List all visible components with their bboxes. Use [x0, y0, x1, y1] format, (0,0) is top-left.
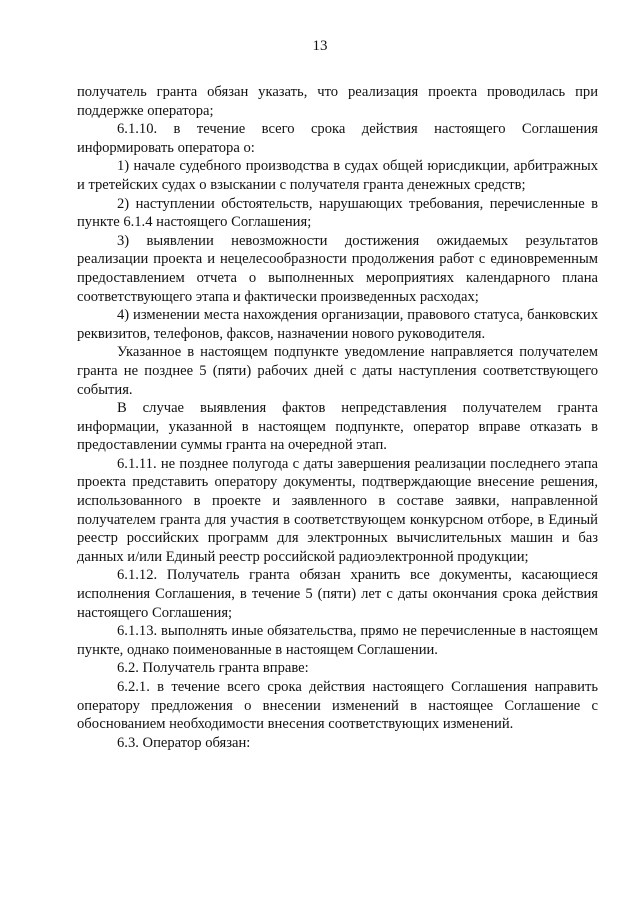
paragraph-6-3: 6.3. Оператор обязан:	[117, 734, 251, 751]
list-item-4-change-of-details: 4) изменении места нахождения организации, правового статуса, банковских реквизитов, телефонов, факсов, назначении нового руководителя.	[77, 307, 598, 342]
paragraph-6-1-11: 6.1.11. не позднее полугода с даты завершения реализации последнего этапа проекта представить оператору документы, подтверждающие внесение решения, использованного в проекте и заявленного в составе заявки, направленной получателем гранта для участия в соответствующем конкурсном отборе, в Единый реестр российских программ для электронных вычислительных машин и баз данных и/или Единый реестр российской радиоэлектронной продукции;	[77, 455, 598, 565]
page-number: 13	[312, 38, 328, 54]
document-body	[77, 83, 598, 752]
paragraph-6-2: 6.2. Получатель гранта вправе:	[117, 660, 309, 677]
paragraph-6-1-13: 6.1.13. выполнять иные обязательства, прямо не перечисленные в настоящем пункте, однако поименованные в настоящем Соглашении.	[77, 623, 598, 658]
paragraph-6-1-10: 6.1.10. в течение всего срока действия настоящего Соглашения информировать оператора о:	[77, 121, 598, 156]
paragraph-notification-deadline: Указанное в настоящем подпункте уведомление направляется получателем гранта не позднее 5 (пяти) рабочих дней с даты наступления соответствующего события.	[77, 344, 598, 398]
list-item-2-violating-circumstances: 2) наступлении обстоятельств, нарушающих требования, перечисленные в пункте 6.1.4 настоящего Соглашения;	[77, 195, 598, 231]
paragraph-6-2-1: 6.2.1. в течение всего срока действия настоящего Соглашения направить оператору предложения о внесении изменений в настоящее Соглашение с обоснованием необходимости внесения соответствующих изменений.	[77, 679, 598, 733]
paragraph-grant-recipient-acknowledgement: получатель гранта обязан указать, что реализация проекта проводилась при поддержке оператора;	[77, 84, 598, 119]
paragraph-refusal-of-next-stage: В случае выявления фактов непредставления получателем гранта информации, указанной в настоящем подпункте, оператор вправе отказать в предоставлении суммы гранта на очередной этап.	[77, 400, 598, 454]
list-item-1-court-proceedings: 1) начале судебного производства в судах общей юрисдикции, арбитражных и третейских судах о взыскании с получателя гранта денежных средств;	[77, 158, 598, 193]
list-item-3-impossibility-of-results: 3) выявлении невозможности достижения ожидаемых результатов реализации проекта и нецелесообразности продолжения работ с единовременным предоставлением отчета о выполненных мероприятиях календарного плана соответствующего этапа и фактически произведенных расходах;	[77, 232, 598, 305]
paragraph-6-1-12: 6.1.12. Получатель гранта обязан хранить все документы, касающиеся исполнения Соглашения, в течение 5 (пяти) лет с даты окончания срока действия настоящего Соглашения;	[77, 567, 598, 621]
